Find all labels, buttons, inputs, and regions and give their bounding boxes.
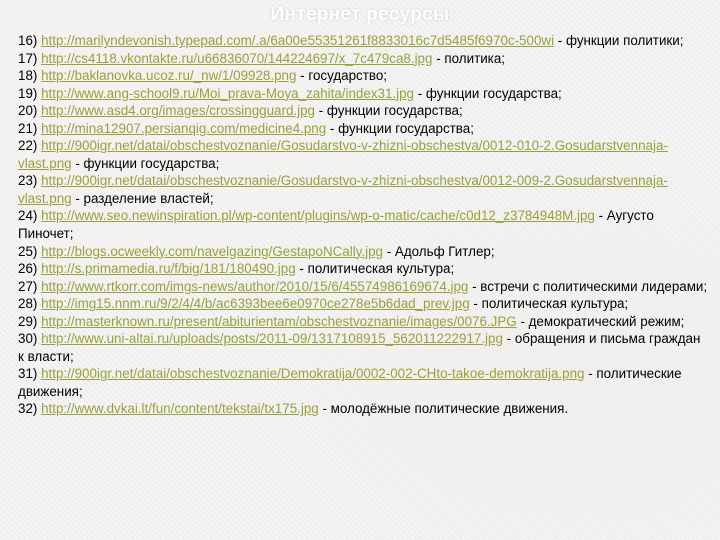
slide-title: Интернет ресурсы (270, 4, 450, 25)
reference-link[interactable]: http://www.seo.newinspiration.pl/wp-content/plugins/wp-o-matic/cache/c0d12_z3784948M.jpg (41, 208, 595, 224)
reference-link[interactable]: http://s.primamedia.ru/f/big/181/180490.jpg (41, 261, 296, 277)
reference-link[interactable]: http://www.uni-altai.ru/uploads/posts/2011-09/1317108915_562011222917.jpg (41, 331, 503, 347)
reference-description: - демократический режим; (516, 313, 685, 329)
reference-description: - функции политики; (554, 33, 684, 48)
reference-description: - функции государства; (326, 120, 474, 136)
reference-description: - политика; (432, 50, 505, 66)
reference-number: 17) (18, 50, 38, 66)
reference-item (18, 32, 708, 50)
reference-item (18, 260, 708, 278)
reference-link[interactable]: http://cs4118.vkontakte.ru/u66836070/144224697/x_7c479ca8.jpg (41, 50, 433, 66)
reference-item (18, 330, 708, 365)
reference-number: 19) (18, 85, 38, 101)
reference-number: 31) (18, 366, 38, 382)
reference-link[interactable]: http://900igr.net/datai/obschestvoznanie/Demokratija/0002-002-CHto-takoe-demokratija.png (41, 366, 585, 382)
reference-item (18, 85, 708, 103)
reference-link[interactable]: http://www.ang-school9.ru/Moi_prava-Moya_zahita/index31.jpg (41, 85, 415, 101)
reference-item (18, 313, 708, 331)
reference-item (18, 365, 708, 400)
reference-number: 29) (18, 313, 38, 329)
reference-item (18, 102, 708, 120)
reference-description: - политическая культура; (295, 261, 455, 277)
reference-item (18, 243, 708, 261)
reference-item (18, 137, 708, 172)
reference-description: - Адольф Гитлер; (382, 243, 495, 259)
reference-number: 26) (18, 261, 38, 277)
reference-link[interactable]: http://mina12907.persianqig.com/medicine4.png (41, 120, 327, 136)
reference-description: - Аугусто Пиночет; (18, 208, 654, 242)
reference-description: - государство; (296, 68, 388, 84)
reference-item (18, 207, 708, 242)
reference-item (18, 400, 708, 418)
reference-number: 27) (18, 278, 38, 294)
reference-link[interactable]: http://900igr.net/datai/obschestvoznanie/Gosudarstvo-v-zhizni-obschestva/0012-010-2.Gosudarstvennaja-vlast.png (18, 138, 668, 171)
reference-description: - политические движения; (18, 366, 682, 399)
reference-link[interactable]: http://img15.nnm.ru/9/2/4/4/b/ac6393bee6e0970ce278e5b6dad_prev.jpg (41, 296, 470, 312)
reference-description: - функции государства; (71, 155, 220, 171)
reference-list (18, 32, 708, 418)
reference-description: - функции государства; (414, 85, 562, 101)
reference-number: 32) (18, 401, 38, 417)
reference-number: 18) (18, 68, 38, 84)
reference-description: - политическая культура; (469, 296, 629, 312)
reference-link[interactable]: http://blogs.ocweekly.com/navelgazing/GestapoNCally.jpg (41, 243, 383, 259)
reference-number: 22) (18, 138, 38, 154)
reference-number: 25) (18, 243, 38, 259)
reference-link[interactable]: http://masterknown.ru/present/abiturientam/obschestvoznanie/images/0076.JPG (41, 313, 517, 329)
reference-number: 30) (18, 331, 38, 347)
reference-description: - разделение властей; (71, 190, 214, 206)
reference-number: 23) (18, 173, 38, 189)
reference-number: 16) (18, 33, 38, 48)
reference-link[interactable]: http://www.dvkai.lt/fun/content/tekstai/tx175.jpg (41, 401, 319, 417)
reference-number: 24) (18, 208, 38, 224)
reference-item (18, 67, 708, 85)
reference-description: - функции государства; (315, 103, 463, 119)
reference-description: - молодёжные политические движения. (318, 401, 569, 417)
reference-number: 20) (18, 103, 38, 119)
reference-link[interactable]: http://www.rtkorr.com/imgs-news/author/2010/15/6/45574986169674.jpg (41, 278, 469, 294)
reference-item (18, 278, 708, 296)
reference-link[interactable]: http://marilyndevonish.typepad.com/.a/6a00e55351261f8833016c7d5485f6970c-500wi (41, 33, 555, 48)
reference-item (18, 172, 708, 207)
reference-description: - обращения и письма граждан к власти; (18, 331, 701, 364)
reference-link[interactable]: http://www.asd4.org/images/crossingguard.jpg (41, 103, 315, 119)
reference-link[interactable]: http://900igr.net/datai/obschestvoznanie/Gosudarstvo-v-zhizni-obschestva/0012-009-2.Gosudarstvennaja-vlast.png (18, 173, 668, 206)
reference-number: 28) (18, 296, 38, 312)
reference-item (18, 50, 708, 68)
reference-description: - встречи с политическими лидерами; (468, 278, 708, 294)
reference-number: 21) (18, 120, 38, 136)
reference-item (18, 295, 708, 313)
reference-link[interactable]: http://baklanovka.ucoz.ru/_nw/1/09928.png (41, 68, 297, 84)
reference-item (18, 120, 708, 138)
